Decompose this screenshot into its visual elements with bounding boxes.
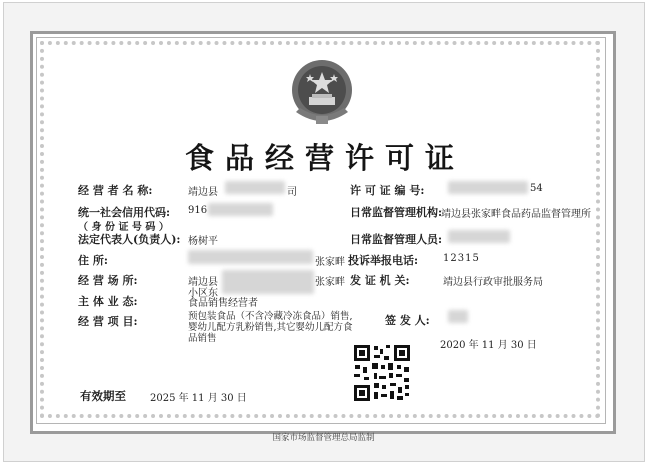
complaint-label: 投诉举报电话: [348, 254, 419, 267]
license-no-suffix: 54 [530, 183, 543, 194]
daily-authority-value: 靖边县张家畔食品药品监督管理所 [441, 209, 591, 220]
qr-code-icon [352, 343, 412, 403]
operator-name-suffix: 司 [287, 187, 297, 198]
credit-code-label: 统一社会信用代码: [78, 206, 171, 219]
redaction-credit-code [208, 203, 273, 216]
daily-staff-label: 日常监督管理人员: [350, 233, 443, 246]
legal-rep-label: 法定代表人(负责人): [78, 233, 181, 246]
business-place-prefix: 靖边县 [188, 277, 218, 288]
business-place-label: 经 营 场 所: [78, 274, 138, 287]
legal-rep-value: 杨树平 [188, 236, 218, 247]
redaction-residence [188, 250, 313, 264]
id-number-label: （ 身 份 证 号 码 ） [78, 222, 169, 233]
valid-until-value: 2025 年 11 月 30 日 [150, 393, 247, 404]
redaction-issuer-person [448, 310, 468, 323]
items-value: 预包装食品（不含冷藏冷冻食品）销售,婴幼儿配方乳粉销售,其它婴幼儿配方食品销售 [188, 311, 353, 344]
daily-authority-label: 日常监督管理机构: [350, 206, 443, 219]
certificate-title: 食品经营许可证 [184, 141, 465, 175]
entity-type-label: 主 体 业 态: [78, 295, 138, 308]
redaction-daily-staff [448, 230, 510, 243]
operator-name-label: 经 营 者 名 称: [78, 184, 153, 197]
issuer-person-label: 签 发 人: [385, 314, 430, 327]
redaction-operator-name [225, 181, 285, 194]
items-label: 经 营 项 目: [78, 315, 138, 328]
issue-date: 2020 年 11 月 30 日 [440, 340, 537, 351]
operator-name-prefix: 靖边县 [188, 187, 218, 198]
redaction-business-place [222, 270, 314, 294]
residence-suffix: 张家畔 [315, 257, 345, 268]
license-no-label: 许 可 证 编 号: [350, 184, 425, 197]
credit-code-prefix: 916 [188, 205, 208, 216]
issuer-label: 发 证 机 关: [350, 274, 410, 287]
business-place-suffix: 张家畔 [315, 277, 345, 288]
national-emblem-icon [282, 52, 362, 132]
complaint-value: 12315 [443, 253, 480, 264]
valid-until-label: 有效期至 [80, 389, 126, 403]
issuer-value: 靖边县行政审批服务局 [443, 277, 543, 288]
residence-label: 住 所: [78, 254, 108, 267]
entity-type-value: 食品销售经营者 [188, 298, 258, 309]
redaction-license-no [448, 181, 528, 194]
business-place-line2: 小区东 [188, 288, 218, 299]
footer-issuer: 国家市场监督管理总局监制 [272, 433, 375, 443]
